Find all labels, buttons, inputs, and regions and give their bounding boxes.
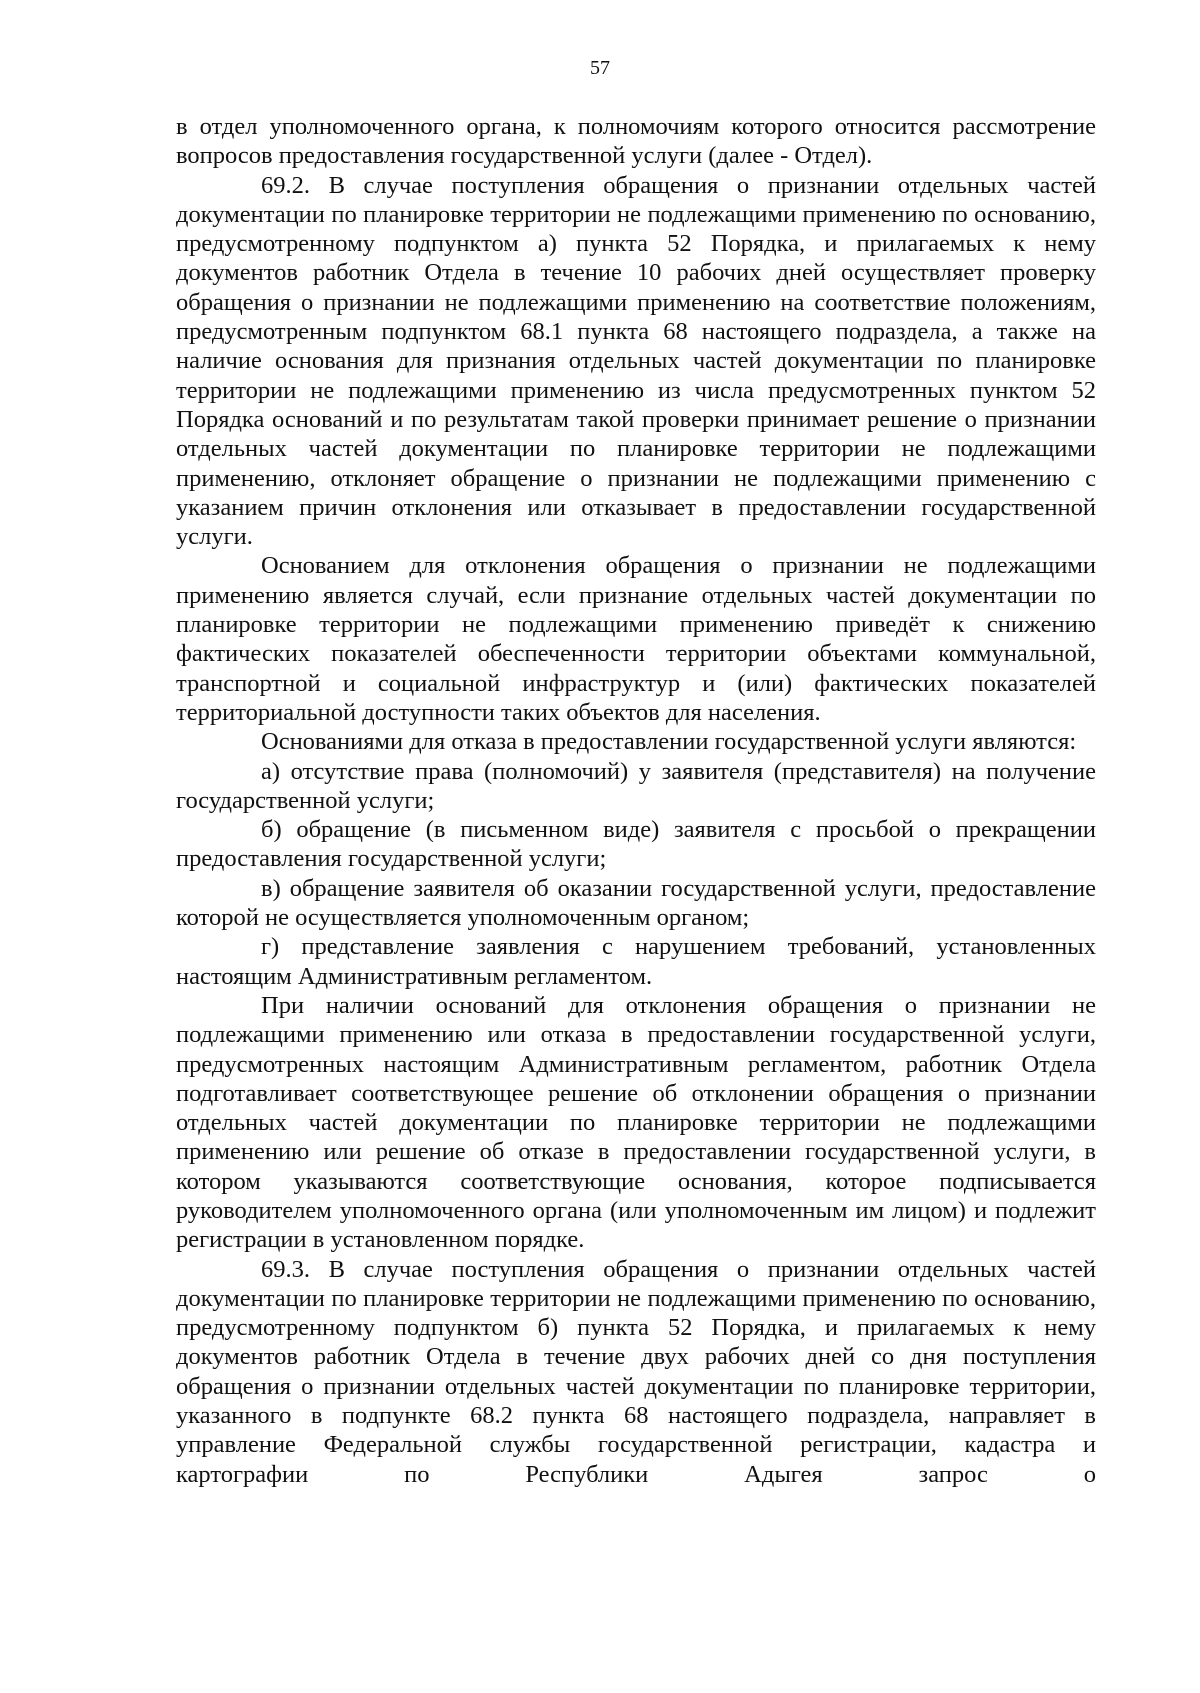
paragraph-rejection-grounds: Основанием для отклонения обращения о признании не подлежащими применению является случай, если признание отдельных частей документации по планировке территории не подлежащими применению приведёт к снижению фактических показателей обеспеченности территории объектами коммунальной, транспортной и социальной инфраструктур и (или) фактических показателей территориальной доступности таких объектов для населения. xyxy=(176,552,1096,726)
document-body xyxy=(176,112,1096,1489)
page-number: 57 xyxy=(590,57,610,79)
list-item-g: г) представление заявления с нарушением требований, установленных настоящим Административным регламентом. xyxy=(176,933,1096,990)
list-item-a: а) отсутствие права (полномочий) у заявителя (представителя) на получение государственной услуги; xyxy=(176,757,1096,814)
list-item-v: в) обращение заявителя об оказании государственной услуги, предоставление которой не осуществляется уполномоченным органом; xyxy=(176,874,1096,932)
list-item-b: б) обращение (в письменном виде) заявителя с просьбой о прекращении предоставления государственной услуги; xyxy=(176,816,1096,873)
paragraph-69-3: 69.3. В случае поступления обращения о признании отдельных частей документации по планировке территории не подлежащими применению по основанию, предусмотренному подпунктом б) пункта 52 Порядка, и прилагаемых к нему документов работник Отдела в течение двух рабочих дней со дня поступления обращения о признании отдельных частей документации по планировке территории, указанного в подпункте 68.2 пункта 68 настоящего подраздела, направляет в управление Федеральной службы государственной регистрации, кадастра и картографии по Республики Адыгея запрос о xyxy=(176,1255,1096,1488)
paragraph-refusal-grounds-intro: Основаниями для отказа в предоставлении государственной услуги являются: xyxy=(261,728,1077,756)
paragraph-continuation: в отдел уполномоченного органа, к полномочиям которого относится рассмотрение вопросов предоставления государственной услуги (далее - Отдел). xyxy=(176,113,1096,170)
paragraph-69-2: 69.2. В случае поступления обращения о признании отдельных частей документации по планировке территории не подлежащими применению по основанию, предусмотренному подпунктом а) пункта 52 Порядка, и прилагаемых к нему документов работник Отдела в течение 10 рабочих дней осуществляет проверку обращения о признании не подлежащими применению на соответствие положениям, предусмотренным подпунктом 68.1 пункта 68 настоящего подраздела, а также на наличие основания для признания отдельных частей документации по планировке территории не подлежащими применению из числа предусмотренных пунктом 52 Порядка оснований и по результатам такой проверки принимает решение о признании отдельных частей документации по планировке территории не подлежащими применению, отклоняет обращение о признании не подлежащими применению с указанием причин отклонения или отказывает в предоставлении государственной услуги. xyxy=(176,171,1096,551)
paragraph-decision-preparation: При наличии оснований для отклонения обращения о признании не подлежащими применению или отказа в предоставлении государственной услуги, предусмотренных настоящим Административным регламентом, работник Отдела подготавливает соответствующее решение об отклонении обращения о признании отдельных частей документации по планировке территории не подлежащими применению или решение об отказе в предоставлении государственной услуги, в котором указываются соответствующие основания, которое подписывается руководителем уполномоченного органа (или уполномоченным им лицом) и подлежит регистрации в установленном порядке. xyxy=(176,991,1096,1254)
